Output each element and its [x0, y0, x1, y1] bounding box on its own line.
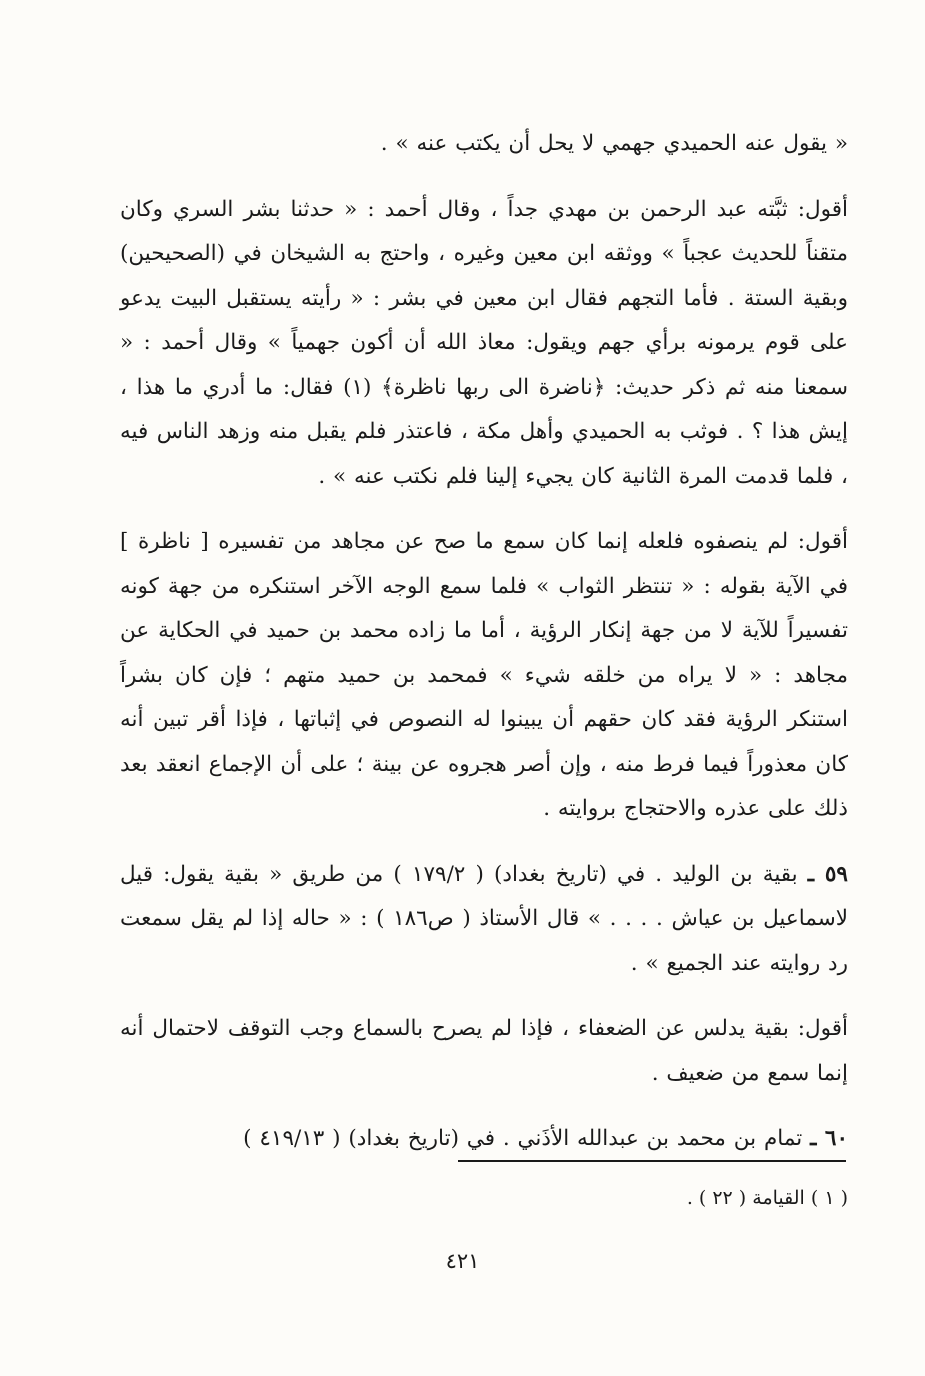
paragraph-5 — [120, 1007, 848, 1096]
paragraph-5-text: أقول: بقية يدلس عن الضعفاء ، فإذا لم يصرح بالسماع وجب التوقف لاحتمال أنه إنما سمع من ضعيف . — [120, 1016, 848, 1086]
main-text — [120, 122, 848, 1162]
paragraph-6-text: تمام بن محمد بن عبدالله الأذَني . في (تاريخ بغداد) ( ٤١٩/١٣ ) — [243, 1126, 803, 1151]
paragraph-3 — [120, 520, 848, 832]
paragraph-2 — [120, 188, 848, 500]
page-number: ٤٢١ — [445, 1249, 480, 1273]
entry-number-59: ٥٩ ـ — [807, 861, 848, 887]
entry-number-60: ٦٠ ـ — [810, 1126, 848, 1151]
paragraph-2-text: أقول: ثبَّته عبد الرحمن بن مهدي جداً ، وقال أحمد : « حدثنا بشر السري وكان متقناً للحديث عجباً » ووثقه ابن معين وغيره ، واحتج به الشيخان في (الصحيحين) وبقية الستة . فأما التجهم فقال ابن معين في بشر : « رأيته يستقبل البيت يدعو على قوم يرمونه برأي جهم ويقول: معاذ الله أن أكون جهمياً » وقال أحمد : « سمعنا منه ثم ذكر حديث: ﴿ناضرة الى ربها ناظرة﴾ (١) فقال: ما أدري ما هذا ، إيش هذا ؟ . فوثب به الحميدي وأهل مكة ، فاعتذر فلم يقبل منه وزهد الناس فيه ، فلما قدمت المرة الثانية كان يجيء إلينا فلم نكتب عنه » . — [120, 196, 848, 489]
paragraph-3-text: أقول: لم ينصفوه فلعله إنما كان سمع ما صح عن مجاهد من تفسيره [ ناظرة ] في الآية بقوله : « تنتظر الثواب » فلما سمع الوجه الآخر استنكره من جهة كونه تفسيراً للآية لا من جهة إنكار الرؤية ، أما ما زاده محمد بن حميد في الحكاية عن مجاهد : « لا يراه من خلقه شيء » فمحمد بن حميد متهم ؛ فإن كان بشراً استنكر الرؤية فقد كان حقهم أن يبينوا له النصوص في إثباتها ، فإذا أقر تبين أنه كان معذوراً فيما فرط منه ، وإن أصر هجروه عن بينة ؛ على أن الإجماع انعقد بعد ذلك على عذره والاحتجاج بروايته . — [120, 529, 848, 821]
footnote: ( ١ ) القيامة ( ٢٢ ) . — [686, 1187, 848, 1209]
footnote-divider — [458, 1160, 846, 1162]
paragraph-1-text: « يقول عنه الحميدي جهمي لا يحل أن يكتب عنه » . — [380, 131, 848, 156]
paragraph-6 — [120, 1117, 848, 1162]
paragraph-1 — [120, 122, 848, 167]
paragraph-4 — [120, 853, 848, 987]
paragraph-4-text: بقية بن الوليد . في (تاريخ بغداد) ( ١٧٩/٢ ) من طريق « بقية يقول: قيل لاسماعيل بن عياش . . . . » قال الأستاذ ( ص١٨٦ ) : « حاله إذا لم يقل سمعت رد روايته عند الجميع » . — [120, 861, 848, 976]
